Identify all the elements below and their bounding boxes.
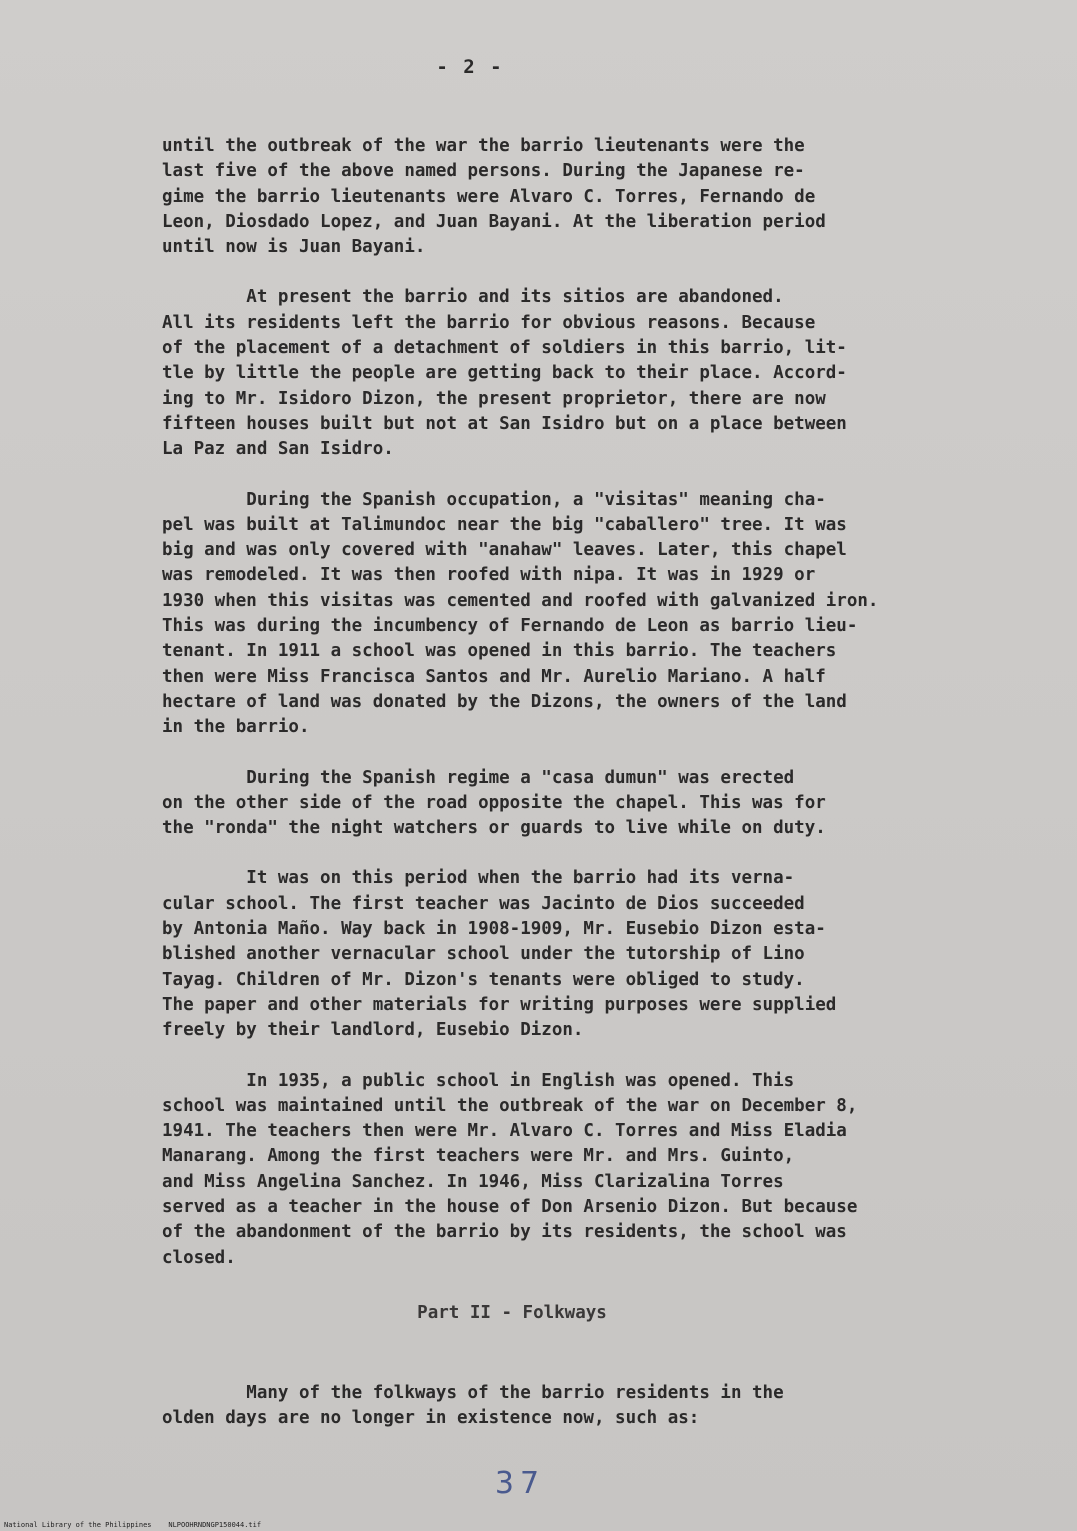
- page-number: - 2 -: [436, 56, 504, 78]
- paragraph-3: During the Spanish occupation, a "visitas" meaning cha- pel was built at Talimundoc near the big "caballero" tree. It was big and was only covered with "anahaw" leaves. Later, this chapel was remodeled. It was then roofed with nipa. It was in 1929 or 1930 when this visitas was cemented and roofed with galvanized iron. This was during the incumbency of Fernando de Leon as barrio lieu- tenant. In 1911 a school was opened in this barrio. The teachers then were Miss Francisca Santos and Mr. Aurelio Mariano. A half hectare of land was donated by the Dizons, the owners of the land in the barrio.: [162, 489, 879, 738]
- paragraph-5: It was on this period when the barrio had its verna- cular school. The first teacher was Jacinto de Dios succeeded by Antonia Maño. Way back in 1908-1909, Mr. Eusebio Dizon esta- blished another vernacular school under the tutorship of Lino Tayag. Children of Mr. Dizon's tenants were obliged to study. The paper and other materials for writing purposes were supplied freely by their landlord, Eusebio Dizon.: [162, 868, 837, 1041]
- archive-footer: National Library of the Philippines NLPOOHRNDNGP150044.tif: [4, 1521, 262, 1529]
- paragraph-2: At present the barrio and its sitios are abandoned. All its residents left the barrio for obvious reasons. Because of the placement of a detachment of soldiers in this barrio, lit- tle by little the people are getting back to their place. Accord- ing to Mr. Isidoro Dizon, the present proprietor, there are now fifteen houses built but not at San Isidro but on a place between La Paz and San Isidro.: [162, 287, 847, 460]
- document-body: [162, 134, 1002, 1431]
- paragraph-4: During the Spanish regime a "casa dumun" was erected on the other side of the road opposite the chapel. This was for the "ronda" the night watchers or guards to live while on duty.: [162, 767, 826, 839]
- paragraph-1: until the outbreak of the war the barrio lieutenants were the last five of the above named persons. During the Japanese re- gime the barrio lieutenants were Alvaro C. Torres, Fernando de Leon, Diosdado Lopez, and Juan Bayani. At the liberation period until now is Juan Bayani.: [162, 136, 826, 258]
- handwritten-page-number: 37: [494, 1466, 546, 1501]
- closing-paragraph: Many of the folkways of the barrio residents in the olden days are no longer in existence now, such as:: [162, 1382, 784, 1429]
- section-heading: Part II - Folkways: [417, 1302, 607, 1323]
- paragraph-6: In 1935, a public school in English was opened. This school was maintained until the outbreak of the war on December 8, 1941. The teachers then were Mr. Alvaro C. Torres and Miss Eladia Manarang. Among the first teachers were Mr. and Mrs. Guinto, and Miss Angelina Sanchez. In 1946, Miss Clarizalina Torres served as a teacher in the house of Don Arsenio Dizon. But because of the abandonment of the barrio by its residents, the school was closed.: [162, 1070, 858, 1268]
